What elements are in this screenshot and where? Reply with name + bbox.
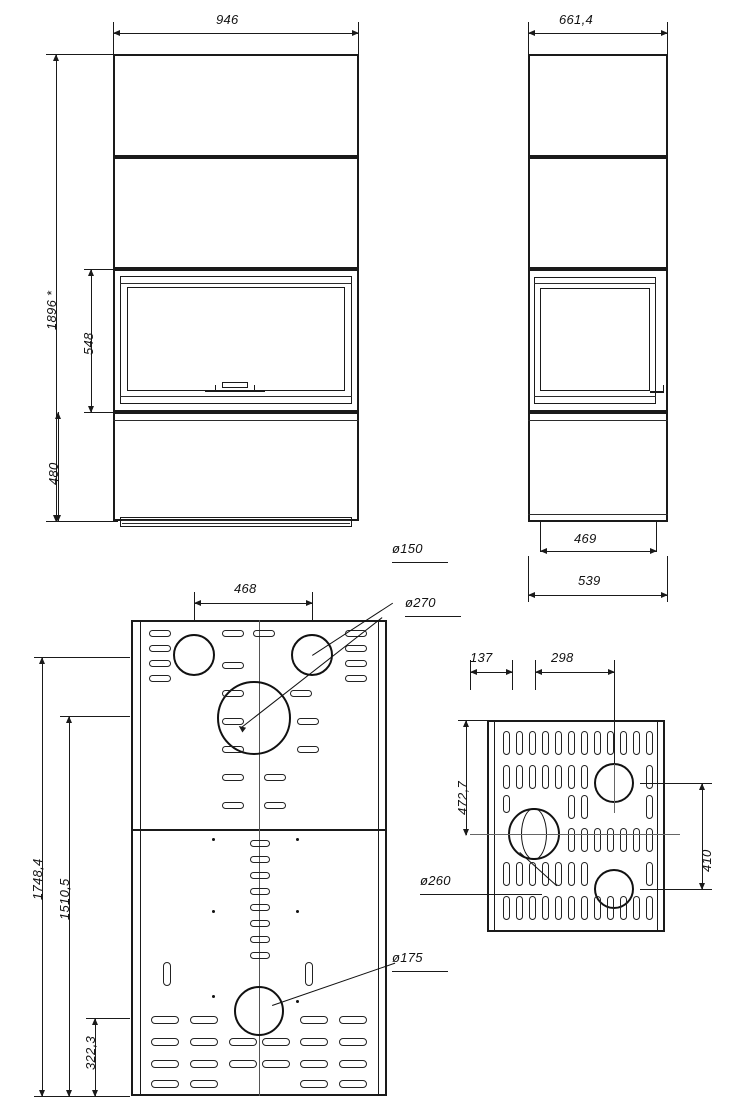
plan-slot [339, 1080, 367, 1088]
base-slot [620, 731, 627, 755]
plan-slot [250, 952, 270, 959]
base-slot [581, 731, 588, 755]
plan-468-label: 468 [234, 581, 257, 596]
plan-slot [345, 675, 367, 682]
plan-1748-label: 1748,4 [30, 858, 45, 900]
side-base-top-line [528, 420, 668, 421]
base-slot [555, 896, 562, 920]
plan-468-ext-left [194, 592, 195, 622]
base-slot [633, 731, 640, 755]
plan-slot [250, 888, 270, 895]
plan-1748-ext-top [34, 657, 130, 658]
base-slot [568, 795, 575, 819]
plan-322-arrow-top [92, 1018, 98, 1025]
base-slot [646, 765, 653, 789]
plan-slot [262, 1060, 290, 1068]
front-door-handle-plate [222, 382, 248, 388]
plan-slot [345, 645, 367, 652]
base-410-dim-line [702, 783, 703, 890]
side-door-bottom-rail [534, 396, 656, 397]
front-mid-housing [113, 157, 359, 269]
plan-mount-dot [212, 910, 215, 913]
plan-slot [297, 718, 319, 725]
side-width-label: 661,4 [559, 12, 594, 27]
base-410-arrow-bottom [699, 883, 705, 890]
base-slot [503, 765, 510, 789]
plan-slot [190, 1038, 218, 1046]
plan-slot [250, 872, 270, 879]
plan-468-arrow-left [194, 600, 201, 606]
front-width-label: 946 [216, 12, 239, 27]
plan-flue-175-circle [234, 986, 284, 1036]
side-upper-housing [528, 54, 668, 157]
front-width-ext-left [113, 22, 114, 56]
plan-slot [264, 802, 286, 809]
base-137-ext-right [512, 660, 513, 690]
side-width-arrow-left [528, 30, 535, 36]
base-slot [542, 765, 549, 789]
base-plate-inner-left [494, 720, 495, 932]
side-width-arrow-right [661, 30, 668, 36]
base-slot [568, 828, 575, 852]
plan-slot-vertical [163, 962, 171, 986]
base-slot [646, 828, 653, 852]
base-slot [581, 896, 588, 920]
base-slot [646, 896, 653, 920]
plan-468-ext-right [312, 592, 313, 622]
plan-slot [250, 856, 270, 863]
base-slot [633, 896, 640, 920]
base-slot [607, 896, 614, 920]
base-298-ext-left [535, 660, 536, 690]
side-door-handle [650, 391, 664, 393]
plan-slot [222, 774, 244, 781]
base-slot [581, 862, 588, 886]
base-slot [516, 896, 523, 920]
side-539-arrow-left [528, 592, 535, 598]
base-slot [568, 731, 575, 755]
front-480-arrow-top [55, 412, 61, 419]
plan-slot [222, 630, 244, 637]
plan-slot [222, 802, 244, 809]
side-width-dim-line [528, 33, 668, 34]
base-plate-inner-right [657, 720, 658, 932]
front-480-arrow-bottom [55, 515, 61, 522]
base-slot [529, 731, 536, 755]
plan-slot [250, 904, 270, 911]
base-slot [529, 765, 536, 789]
base-slot [633, 828, 640, 852]
side-base-housing [528, 412, 668, 522]
plan-slot [339, 1060, 367, 1068]
base-slot [594, 731, 601, 755]
base-410-arrow-top [699, 783, 705, 790]
base-slot [516, 731, 523, 755]
front-width-arrow-right [352, 30, 359, 36]
base-slot [555, 731, 562, 755]
base-slot [620, 828, 627, 852]
side-glass-pane [540, 288, 650, 391]
base-slot [555, 765, 562, 789]
side-539-arrow-right [661, 592, 668, 598]
side-door-top-rail [534, 283, 656, 284]
plan-1510-arrow-bottom [66, 1090, 72, 1097]
plan-slot-vertical [305, 962, 313, 986]
base-137-arrow-left [470, 669, 477, 675]
side-door-handle-end [663, 385, 664, 393]
front-width-dim-line [113, 33, 359, 34]
side-base-bottom-line [528, 514, 668, 515]
plan-slot [300, 1060, 328, 1068]
front-door-top-rail [120, 283, 352, 284]
side-469-label: 469 [574, 531, 597, 546]
plan-mount-dot [296, 838, 299, 841]
plan-slot [190, 1060, 218, 1068]
plan-slot [262, 1038, 290, 1046]
plan-mount-dot [212, 838, 215, 841]
plan-slot [345, 660, 367, 667]
base-slot [503, 862, 510, 886]
plan-right-rail [378, 620, 379, 1096]
front-total-height-label: 1896 * [44, 290, 59, 330]
front-548-label: 548 [81, 332, 96, 355]
plan-slot [229, 1060, 257, 1068]
plan-slot [264, 774, 286, 781]
plan-slot [222, 662, 244, 669]
callout-175-label: ø175 [392, 950, 423, 965]
base-slot [516, 765, 523, 789]
plan-slot [250, 920, 270, 927]
base-298-ext-right [614, 660, 615, 764]
base-298-dim-line [535, 672, 615, 673]
plan-slot [222, 746, 244, 753]
base-472-dim-line [466, 720, 467, 835]
plan-468-dim-line [194, 603, 313, 604]
plan-slot [339, 1038, 367, 1046]
base-298-arrow-left [535, 669, 542, 675]
plan-slot [297, 746, 319, 753]
side-469-dim-line [540, 551, 657, 552]
plan-slot [151, 1038, 179, 1046]
plan-mount-dot [296, 1000, 299, 1003]
base-slot [581, 795, 588, 819]
plan-mount-dot [296, 910, 299, 913]
base-slot [607, 828, 614, 852]
plan-slot [229, 1038, 257, 1046]
plan-slot [300, 1016, 328, 1024]
plan-left-rail [140, 620, 141, 1096]
base-slot [503, 795, 510, 813]
plan-slot [149, 675, 171, 682]
plan-1748-ext-bottom [34, 1096, 130, 1097]
base-slot [555, 862, 562, 886]
front-door-handle [205, 390, 265, 392]
base-slot [594, 828, 601, 852]
callout-270-label: ø270 [405, 595, 436, 610]
callout-270-underline [405, 616, 461, 617]
front-total-height-arrow-top [53, 54, 59, 61]
plan-322-label: 322,3 [83, 1035, 98, 1070]
base-slot [568, 765, 575, 789]
front-width-ext-right [358, 22, 359, 56]
base-slot [646, 731, 653, 755]
front-base-top-line [113, 420, 359, 421]
plan-slot [250, 936, 270, 943]
base-slot [516, 862, 523, 886]
callout-175-underline [392, 971, 448, 972]
base-centre-h [470, 834, 680, 835]
plan-slot [149, 645, 171, 652]
side-mid-housing [528, 157, 668, 269]
plan-slot [149, 660, 171, 667]
front-grille-line-2 [122, 523, 350, 524]
base-137-label: 137 [470, 650, 493, 665]
front-480-label: 480 [46, 462, 61, 485]
base-slot [542, 896, 549, 920]
base-slot [568, 896, 575, 920]
plan-slot [253, 630, 275, 637]
front-door-handle-stem-right [254, 385, 255, 391]
plan-468-arrow-right [306, 600, 313, 606]
front-upper-housing [113, 54, 359, 157]
plan-slot [300, 1080, 328, 1088]
base-472-arrow-top [463, 720, 469, 727]
base-slot [503, 731, 510, 755]
callout-260-label: ø260 [420, 873, 451, 888]
front-door-handle-stem-left [215, 385, 216, 391]
front-bottom-grille [120, 517, 352, 527]
plan-flue-150-left-circle [173, 634, 215, 676]
base-slot [646, 862, 653, 886]
base-slot [581, 828, 588, 852]
front-grille-line-1 [122, 520, 350, 521]
side-width-ext-left [528, 22, 529, 56]
plan-slot [149, 630, 171, 637]
front-548-arrow-top [88, 269, 94, 276]
base-472-label: 472,7 [455, 780, 470, 815]
plan-1510-label: 1510,5 [57, 878, 72, 920]
plan-slot [222, 690, 244, 697]
plan-slot [151, 1016, 179, 1024]
base-slot [646, 795, 653, 819]
callout-150-label: ø150 [392, 541, 423, 556]
plan-slot [190, 1080, 218, 1088]
plan-slot [250, 840, 270, 847]
front-glass-pane [127, 287, 345, 391]
callout-150-underline [392, 562, 448, 563]
side-469-arrow-right [650, 548, 657, 554]
plan-1510-arrow-top [66, 716, 72, 723]
base-slot [568, 862, 575, 886]
base-472-arrow-bottom [463, 829, 469, 836]
base-slot [503, 896, 510, 920]
base-slot [620, 896, 627, 920]
base-137-arrow-right [506, 669, 513, 675]
side-469-arrow-left [540, 548, 547, 554]
plan-mount-dot [212, 995, 215, 998]
plan-322-arrow-bottom [92, 1090, 98, 1097]
plan-slot [190, 1016, 218, 1024]
base-410-label: 410 [699, 849, 714, 872]
base-slot [542, 731, 549, 755]
plan-slot [290, 690, 312, 697]
plan-slot [151, 1080, 179, 1088]
plan-1748-arrow-bottom [39, 1090, 45, 1097]
front-548-arrow-bottom [88, 406, 94, 413]
front-door-bottom-rail [120, 396, 352, 397]
base-slot [607, 731, 614, 755]
side-width-ext-right [667, 22, 668, 56]
plan-slot [151, 1060, 179, 1068]
plan-1748-arrow-top [39, 657, 45, 664]
base-slot [529, 896, 536, 920]
base-slot [581, 765, 588, 789]
front-base-housing [113, 412, 359, 521]
front-total-height-dim-line [56, 54, 57, 522]
callout-260-underline [420, 894, 542, 895]
plan-slot [339, 1016, 367, 1024]
side-539-dim-line [528, 595, 668, 596]
base-slot [594, 896, 601, 920]
side-539-label: 539 [578, 573, 601, 588]
base-298-arrow-right [608, 669, 615, 675]
front-480-ext-bottom [84, 521, 118, 522]
base-298-label: 298 [551, 650, 574, 665]
plan-slot [300, 1038, 328, 1046]
front-width-arrow-left [113, 30, 120, 36]
